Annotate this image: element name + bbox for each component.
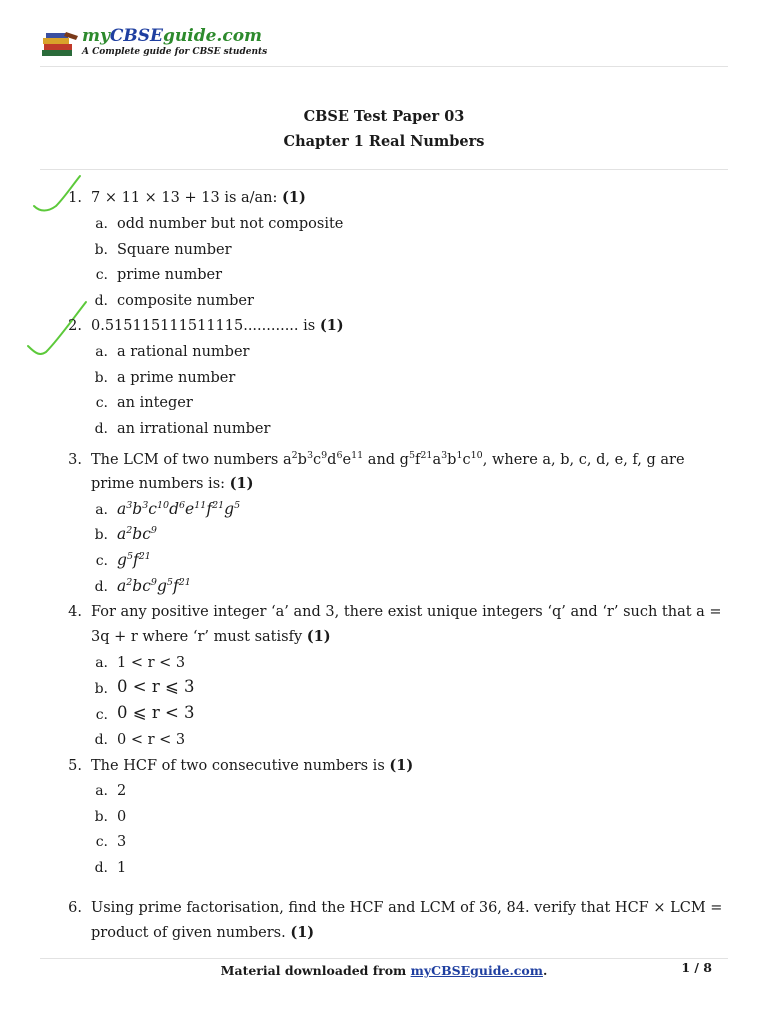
question-text: 0.515115111511115............ is [91, 318, 320, 334]
marks-label: (1) [306, 628, 331, 645]
option-text: Square number [117, 242, 232, 258]
question-1-text: 7 × 11 × 13 + 13 is a/an: (1) [91, 189, 306, 206]
option-text: 0 < r < 3 [117, 732, 186, 748]
marks-label: (1) [389, 757, 414, 774]
question-6-line1: Using prime factorisation, find the HCF and LCM of 36, 84. verify that HCF × LCM = [91, 900, 723, 916]
question-4-line1: For any positive integer ‘a’ and 3, there exist unique integers ‘q’ and ‘r’ such that a = [91, 604, 722, 620]
option-text: prime number [117, 267, 223, 283]
question-text: 3q + r where ‘r’ must satisfy [91, 629, 307, 645]
question-text: The LCM of two numbers [91, 452, 283, 468]
option-letter: b. [94, 527, 108, 543]
question-number: 5. [68, 758, 82, 774]
marks-label: (1) [229, 475, 254, 492]
question-4-line2 [91, 627, 331, 647]
footer-label: Material downloaded from [220, 963, 411, 978]
site-header [38, 26, 298, 66]
option-letter: b. [94, 370, 108, 386]
logo-guide: guide.com [163, 26, 263, 46]
option-letter: a. [95, 502, 108, 518]
option-letter: c. [95, 834, 108, 850]
question-text: prime numbers is: [91, 476, 230, 492]
paper-title: CBSE Test Paper 03 [303, 108, 465, 125]
footer-period: . [542, 963, 548, 978]
option-text: 2 [117, 783, 127, 799]
marks-label: (1) [319, 317, 344, 334]
option-text: 1 [117, 860, 127, 876]
option-letter: c. [95, 707, 108, 723]
logo-wordmark [82, 26, 262, 46]
option-text: 0 [117, 809, 127, 825]
option-text: an irrational number [117, 421, 271, 437]
option-text: a rational number [117, 344, 250, 360]
option-letter: a. [95, 655, 108, 671]
site-link[interactable]: myCBSEguide.com [410, 963, 543, 978]
question-number: 4. [68, 604, 82, 620]
option-letter: d. [94, 732, 108, 748]
option-letter: c. [95, 553, 108, 569]
option-text: an integer [117, 395, 193, 411]
marks-label: (1) [290, 924, 315, 941]
marks-label: (1) [282, 189, 306, 206]
option-text: 1 < r < 3 [117, 655, 186, 671]
checkmark-icon [26, 300, 92, 358]
option-text: a prime number [117, 370, 236, 386]
question-text: product of given numbers. [91, 925, 291, 941]
option-letter: c. [95, 267, 108, 283]
option-letter: b. [94, 681, 108, 697]
option-letter: d. [94, 579, 108, 595]
question-3-line2 [91, 474, 253, 494]
option-letter: d. [94, 421, 108, 437]
question-number: 2. [68, 318, 82, 334]
question-5-text [91, 756, 413, 776]
option-letter: a. [95, 344, 108, 360]
option-math: $g^5f^{21}$ [117, 550, 151, 569]
option-math: 0 ⩽ r < 3 [117, 703, 195, 722]
option-math: $a^3b^3c^{10}d^6e^{11}f^{21}g^5$ [117, 499, 241, 518]
title-divider [40, 169, 728, 170]
option-letter: b. [94, 809, 108, 825]
question-number: 6. [68, 900, 82, 916]
option-math: 0 < r ⩽ 3 [117, 677, 195, 696]
books-logo-icon [40, 30, 80, 60]
page-number: 1 / 8 [681, 960, 712, 975]
question-number: 3. [68, 452, 82, 468]
question-number: 1. [68, 190, 82, 206]
question-6-line2 [91, 923, 314, 943]
logo-cbse: CBSE [109, 26, 164, 46]
logo-tagline: A Complete guide for CBSE students [82, 47, 268, 57]
question-2-text [91, 316, 344, 336]
footer-text [0, 963, 768, 978]
option-text: odd number but not composite [117, 216, 344, 232]
option-math: $a^2bc^9$ [117, 524, 157, 543]
option-letter: c. [95, 395, 108, 411]
option-letter: a. [95, 783, 108, 799]
logo-my: my [82, 26, 110, 46]
option-text: 3 [117, 834, 127, 850]
option-math: $a^2bc^9g^5f^{21}$ [117, 576, 191, 595]
option-letter: d. [94, 293, 108, 309]
option-text: composite number [117, 293, 254, 309]
option-letter: a. [95, 216, 108, 232]
footer-divider [40, 958, 728, 959]
question-text: The HCF of two consecutive numbers is [91, 758, 390, 774]
option-letter: d. [94, 860, 108, 876]
question-text: , where a, b, c, d, e, f, g are [482, 452, 685, 468]
question-3-line1: The LCM of two numbers $a^2b^3c^9d^6e^{11}$ and $g^5f^{21}a^3b^1c^{10}$, where a, b, c, d, e, f, g are [91, 450, 685, 468]
chapter-title: Chapter 1 Real Numbers [283, 133, 485, 150]
option-letter: b. [94, 242, 108, 258]
header-divider [40, 66, 728, 67]
